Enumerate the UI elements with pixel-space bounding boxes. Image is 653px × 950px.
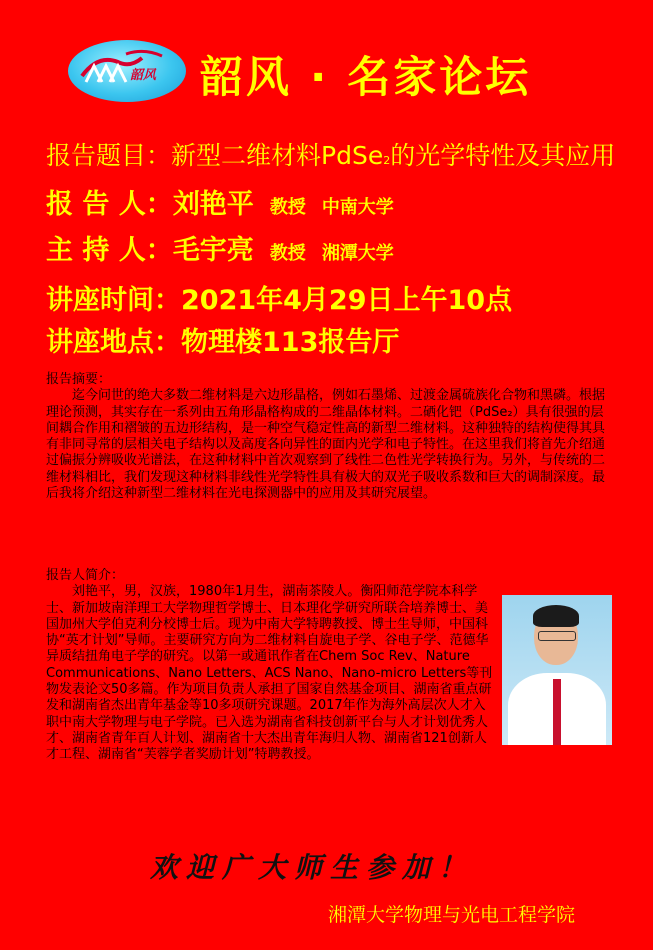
speaker-role: 教授	[269, 197, 306, 218]
organizer-school: 湘潭大学物理与光电工程学院	[328, 904, 576, 926]
host-label: 主 持 人：	[46, 235, 173, 266]
speaker-line	[46, 182, 394, 221]
report-title-subscript: 2	[383, 154, 391, 167]
bio-label: 报告人简介：	[46, 568, 125, 583]
host-name: 毛宇亮	[172, 235, 254, 266]
report-title-suffix: 的光学特性及其应用	[390, 141, 616, 170]
abstract-label: 报告摘要：	[46, 372, 112, 387]
speaker-photo	[502, 595, 612, 745]
abstract-text: 迄今问世的绝大多数二维材料是六边形晶格，例如石墨烯、过渡金属硫族化合物和黑磷。根据理论预测，其实存在一系列由五角形晶格构成的二维晶体材料。二硒化钯（PdSe₂）具有很强的层间耦合作用和褶皱的五边形结构，是一种空气稳定性高的新型二维材料。这种独特的结构使得其具有非同寻常的层相关电子结构以及高度各向异性的面内光学和电子特性。在这里我们将首先介绍通过偏振分辨吸收光谱法，在这种材料中首次观察到了线性二色性光学转换行为。另外，与传统的二维材料相比，我们发现这种材料非线性光学特性具有极大的双光子吸收系数和巨大的调制深度。最后我将介绍这种新型二维材料在光电探测器中的应用及其研究展望。	[46, 388, 606, 502]
speaker-label: 报 告 人：	[46, 189, 173, 220]
host-line	[46, 228, 394, 267]
welcome-slogan: 欢迎广大师生参加！	[150, 851, 475, 884]
logo-swoosh-icon	[68, 40, 186, 102]
speaker-name: 刘艳平	[172, 189, 254, 220]
abstract-section	[46, 372, 612, 502]
forum-logo	[68, 40, 186, 102]
speaker-org: 中南大学	[321, 197, 394, 218]
lecture-place: 讲座地点：物理楼113报告厅	[46, 327, 400, 358]
logo-text: 韶风	[130, 68, 157, 83]
report-title	[46, 136, 615, 172]
host-org: 湘潭大学	[321, 243, 394, 264]
bio-section	[46, 568, 612, 764]
bio-text: 刘艳平，男，汉族，1980年1月生，湖南茶陵人。衡阳师范学院本科学士、新加坡南洋理工大学物理哲学博士、日本理化学研究所联合培养博士、美国加州大学伯克利分校博士后。现为中南大学特聘教授、博士生导师，中国科协“英才计划”导师。主要研究方向为二维材料自旋电子学、谷电子学、范德华异质结扭角电子学的研究。以第一或通讯作者在Chem Soc Rev、Nature Communications、Nano Letters、ACS Nano、Nano-micro Letters等刊物发表论文50多篇。作为项目负责人承担了国家自然基金项目、湖南省重点研发和湖南省杰出青年基金等10多项研究课题。2017年作为海外高层次人才入职中南大学物理与电子学院。已入选为湖南省科技创新平台与人才计划优秀人才、湖南省青年百人计划、湖南省十大杰出青年海归人物、湖南省121创新人才工程、湖南省“芙蓉学者奖励计划”特聘教授。	[46, 584, 493, 763]
host-role: 教授	[269, 243, 306, 264]
report-title-prefix: 报告题目：新型二维材料PdSe	[46, 141, 384, 170]
lecture-time: 讲座时间：2021年4月29日上午10点	[46, 285, 513, 316]
forum-title: 韶风 · 名家论坛	[200, 53, 532, 103]
